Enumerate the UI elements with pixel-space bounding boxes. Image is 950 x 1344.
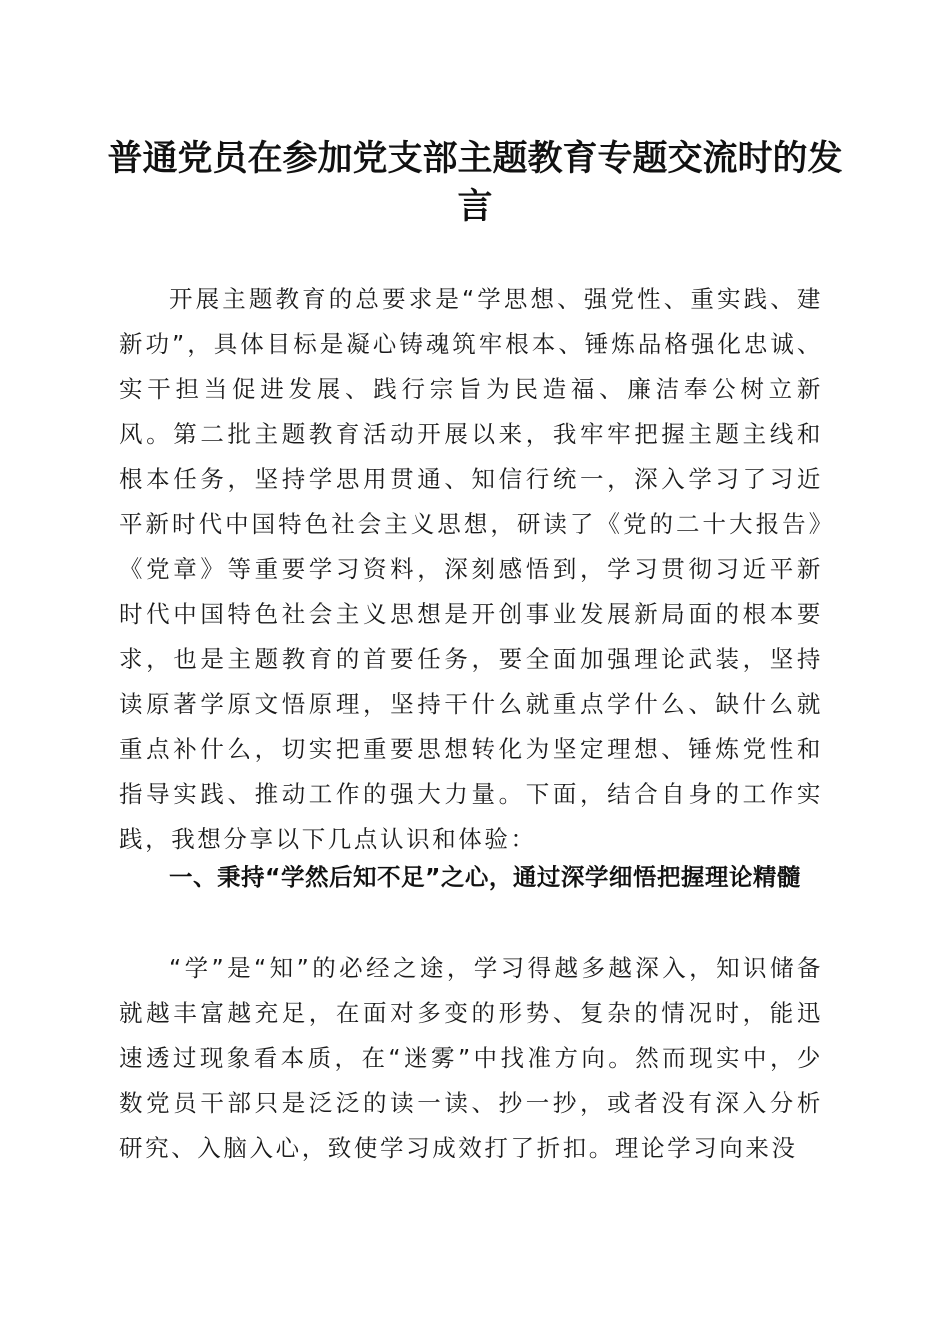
- section-heading-1: 一、秉持“学然后知不足”之心，通过深学细悟把握理论精髓: [169, 863, 801, 891]
- intro-paragraph: 开展主题教育的总要求是“学思想、强党性、重实践、建新功”，具体目标是凝心铸魂筑牢根本、锤炼品格强化忠诚、实干担当促进发展、践行宗旨为民造福、廉洁奉公树立新风。第二批主题教育活动开展以来，我牢牢把握主题主线和根本任务，坚持学思用贯通、知信行统一，深入学习了习近平新时代中国特色社会主义思想，研读了《党的二十大报告》《党章》等重要学习资料，深刻感悟到，学习贯彻习近平新时代中国特色社会主义思想是开创事业发展新局面的根本要求，也是主题教育的首要任务，要全面加强理论武装，坚持读原著学原文悟原理，坚持干什么就重点学什么、缺什么就重点补什么，切实把重要思想转化为坚定理想、锤炼党性和指导实践、推动工作的强大力量。下面，结合自身的工作实践，我想分享以下几点认识和体验：: [119, 285, 823, 853]
- section-1-paragraph: “学”是“知”的必经之途，学习得越多越深入，知识储备就越丰富越充足，在面对多变的形势、复杂的情况时，能迅速透过现象看本质，在“迷雾”中找准方向。然而现实中，少数党员干部只是泛泛的读一读、抄一抄，或者没有深入分析研究、入脑入心，致使学习成效打了折扣。理论学习向来没: [119, 954, 823, 1162]
- document-title: 普通党员在参加党支部主题教育专题交流时的发言: [107, 138, 843, 227]
